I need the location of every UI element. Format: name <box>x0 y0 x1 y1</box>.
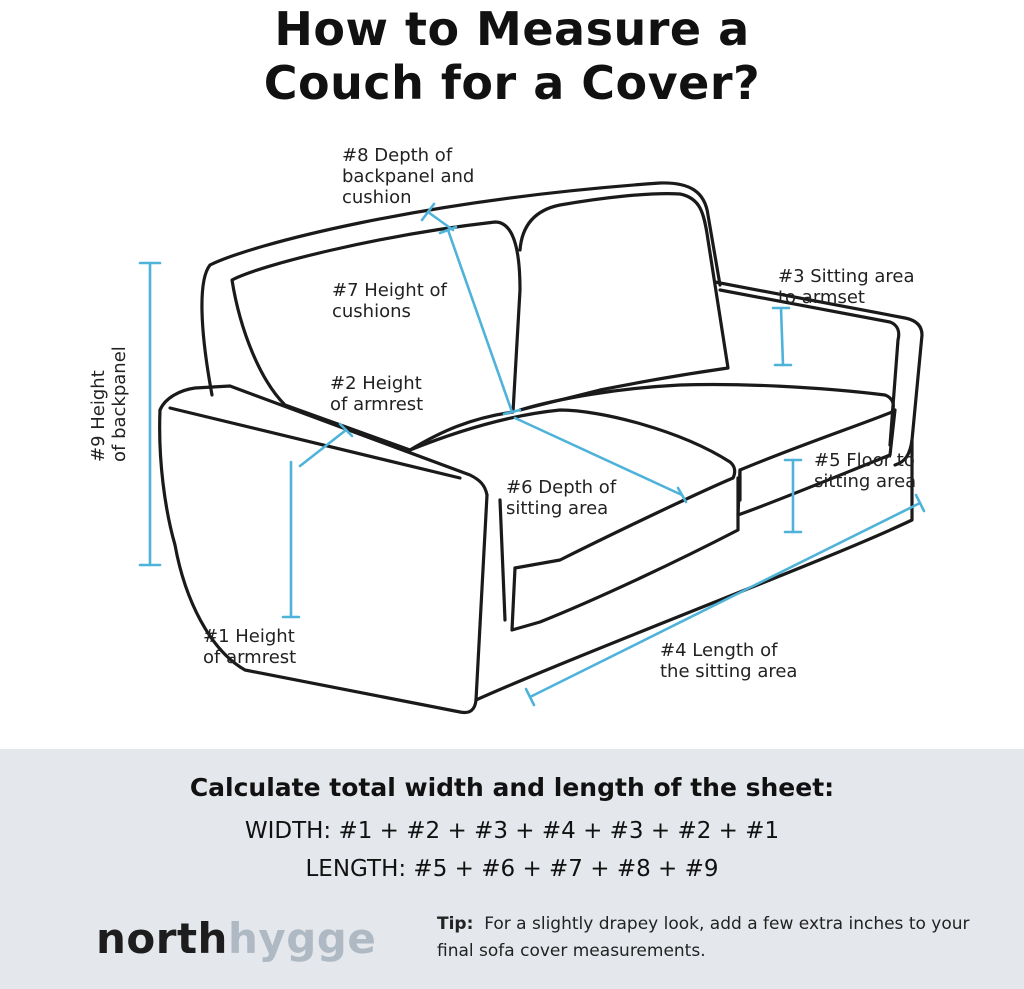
title-line-2: Couch for a Cover? <box>263 56 761 110</box>
label-height-armrest-1: #1 Height of armrest <box>203 626 297 668</box>
brand-part-2: hygge <box>227 914 377 963</box>
title-line-1: How to Measure a <box>274 2 750 56</box>
measure-line-3 <box>781 308 783 365</box>
label-length-sitting: #4 Length of the sitting area <box>660 640 798 682</box>
tip-label: Tip: <box>437 914 474 934</box>
sofa-diagram <box>0 120 1024 750</box>
length-formula: LENGTH: #5 + #6 + #7 + #8 + #9 <box>305 856 719 882</box>
label-floor-to-sitting: #5 Floor to sitting area <box>814 450 917 492</box>
page-title <box>0 2 1024 110</box>
measure-line-7 <box>448 230 512 412</box>
measure-line-8 <box>428 212 453 230</box>
tip-body: For a slightly drapey look, add a few extra inches to your final sofa cover measurements. <box>437 914 970 961</box>
back-cushion-left <box>232 222 520 450</box>
brand-part-1: north <box>96 914 228 963</box>
brand-logo <box>96 911 376 967</box>
label-height-armrest-2: #2 Height of armrest <box>330 373 424 415</box>
width-formula: WIDTH: #1 + #2 + #3 + #4 + #3 + #2 + #1 <box>244 818 780 844</box>
seat-side-line <box>500 500 505 620</box>
tip-text <box>437 911 997 965</box>
calculation-heading: Calculate total width and length of the sheet: <box>189 773 835 802</box>
label-height-backpanel: #9 Height of backpanel <box>88 346 130 462</box>
label-height-cushions: #7 Height of cushions <box>332 280 447 322</box>
backrest-frame <box>202 183 720 395</box>
label-depth-sitting: #6 Depth of sitting area <box>506 477 617 519</box>
label-depth-backpanel: #8 Depth of backpanel and cushion <box>342 145 475 208</box>
label-sitting-to-armset: #3 Sitting area to armset <box>778 266 915 308</box>
back-cushion-right <box>520 194 728 410</box>
